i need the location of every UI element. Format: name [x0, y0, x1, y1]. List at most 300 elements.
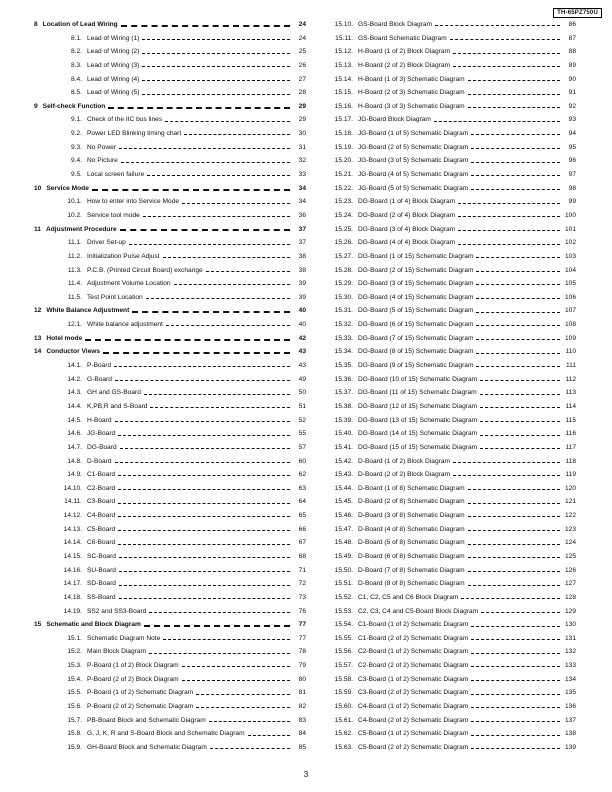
- toc-entry-page: 90: [568, 75, 576, 83]
- toc-entry-title: DG-Board (4 of 15) Schematic Diagram: [358, 293, 474, 301]
- toc-entry[interactable]: [16, 318, 306, 332]
- toc-entry[interactable]: [16, 700, 306, 714]
- toc-entry[interactable]: [319, 73, 576, 87]
- toc-section-heading[interactable]: [16, 618, 306, 632]
- dot-leader: [461, 598, 560, 599]
- toc-entry[interactable]: [319, 100, 576, 114]
- toc-entry-number: 14.2.: [67, 375, 82, 383]
- toc-entry[interactable]: [16, 73, 306, 87]
- toc-entry[interactable]: [16, 591, 306, 605]
- dot-leader: [118, 489, 290, 490]
- toc-entry-title: DG-Board (3 of 15) Schematic Diagram: [358, 280, 474, 288]
- toc-entry[interactable]: [16, 264, 306, 278]
- toc-entry-page: 115: [565, 416, 576, 424]
- toc-entry-title: Schematic and Block Diagram: [46, 621, 141, 629]
- dot-leader: [121, 162, 290, 163]
- toc-entry[interactable]: [16, 468, 306, 482]
- dot-leader: [118, 475, 290, 476]
- toc-entry-number: 15.37.: [334, 389, 353, 397]
- toc-entry[interactable]: [319, 577, 576, 591]
- toc-entry[interactable]: [16, 509, 306, 523]
- dot-leader: [196, 694, 290, 695]
- toc-entry[interactable]: [16, 291, 306, 305]
- toc-entry-title: DG-Board (1 of 4) Block Diagram: [358, 198, 456, 206]
- toc-entry-title: C1-Board (2 of 2) Schematic Diagram: [358, 634, 469, 642]
- toc-entry-page: 113: [565, 389, 576, 397]
- toc-entry-number: 15.23.: [334, 198, 353, 206]
- toc-entry[interactable]: [16, 414, 306, 428]
- toc-entry-title: Lead of Wiring (4): [87, 75, 140, 83]
- toc-entry-page: 136: [564, 703, 576, 711]
- toc-entry-page: 110: [565, 348, 576, 356]
- toc-entry-page: 104: [564, 266, 576, 274]
- toc-entry-page: 40: [298, 307, 306, 315]
- toc-entry-title: P-Board (2 of 2) Block Diagram: [87, 675, 179, 683]
- toc-entry-number: 15.10.: [334, 21, 353, 28]
- toc-entry-title: Hotel mode: [46, 334, 83, 342]
- toc-entry[interactable]: [16, 455, 306, 469]
- toc-entry[interactable]: [319, 605, 576, 619]
- toc-entry-page: 132: [564, 648, 576, 656]
- toc-entry-number: 13: [34, 334, 42, 342]
- dot-leader: [480, 407, 560, 408]
- toc-entry-title: PB-Board Block and Schematic Diagram: [87, 716, 206, 724]
- toc-entry[interactable]: [16, 495, 306, 509]
- toc-entry-number: 15.44.: [334, 484, 353, 492]
- toc-entry-number: 15.11.: [335, 34, 353, 42]
- toc-entry[interactable]: [319, 400, 576, 414]
- dot-leader: [119, 571, 290, 572]
- toc-entry-number: 12: [34, 307, 42, 315]
- toc-entry-number: 14.8.: [67, 457, 82, 465]
- toc-entry-number: 8.3.: [71, 61, 82, 69]
- dot-leader: [476, 284, 560, 285]
- toc-entry-number: 15.26.: [334, 239, 353, 247]
- toc-entry-page: 27: [298, 75, 306, 83]
- dot-leader: [166, 325, 290, 326]
- toc-entry[interactable]: [319, 673, 576, 687]
- dot-leader: [468, 94, 560, 95]
- toc-entry[interactable]: [319, 700, 576, 714]
- toc-entry[interactable]: [319, 455, 576, 469]
- dot-leader: [480, 380, 560, 381]
- toc-entry-page: 80: [298, 675, 306, 683]
- toc-entry[interactable]: [319, 182, 576, 196]
- toc-entry[interactable]: [16, 645, 306, 659]
- toc-section-heading[interactable]: [16, 18, 306, 32]
- toc-entry-title: C4-Board: [87, 512, 116, 520]
- dot-leader: [471, 666, 560, 667]
- toc-entry-number: 11.3.: [67, 266, 82, 274]
- toc-entry[interactable]: [319, 645, 576, 659]
- toc-entry[interactable]: [319, 427, 576, 441]
- toc-entry[interactable]: [16, 195, 306, 209]
- toc-entry-number: 15.34.: [334, 348, 353, 356]
- toc-entry-title: D-Board (4 of 8) Schematic Diagram: [358, 525, 465, 533]
- toc-entry[interactable]: [16, 673, 306, 687]
- toc-entry-title: DG-Board (4 of 4) Block Diagram: [358, 239, 456, 247]
- toc-entry-title: C2-Board (1 of 2) Schematic Diagram: [358, 648, 469, 656]
- toc-entry[interactable]: [16, 536, 306, 550]
- toc-entry-page: 43: [298, 362, 306, 370]
- dot-leader: [468, 503, 560, 504]
- toc-entry-number: 15.13.: [334, 61, 353, 69]
- dot-leader: [144, 394, 290, 395]
- toc-entry[interactable]: [319, 32, 576, 46]
- toc-entry-title: C5-Board (2 of 2) Schematic Diagram: [358, 743, 469, 751]
- toc-entry-page: 124: [564, 539, 576, 547]
- toc-entry[interactable]: [319, 414, 576, 428]
- toc-entry-page: 42: [298, 334, 306, 342]
- toc-entry-title: Location of Lead Wiring: [42, 21, 118, 28]
- toc-entry[interactable]: [319, 550, 576, 564]
- toc-entry-page: 126: [564, 566, 576, 574]
- toc-entry-page: 98: [568, 184, 576, 192]
- toc-entry-number: 15.55.: [334, 634, 353, 642]
- toc-entry-number: 14.4.: [67, 402, 82, 410]
- toc-entry-title: C3-Board (1 of 2) Schematic Diagram: [358, 675, 469, 683]
- toc-entry-number: 15.56.: [334, 648, 353, 656]
- toc-entry-title: H-Board (3 of 3) Schematic Diagram: [358, 102, 465, 110]
- toc-entry[interactable]: [319, 523, 576, 537]
- dot-leader: [471, 680, 560, 681]
- toc-section-heading[interactable]: [16, 100, 306, 114]
- toc-entry[interactable]: [319, 714, 576, 728]
- toc-entry[interactable]: [319, 86, 576, 100]
- toc-entry[interactable]: [319, 741, 576, 755]
- toc-entry[interactable]: [16, 113, 306, 127]
- toc-entry[interactable]: [16, 577, 306, 591]
- toc-entry[interactable]: [16, 32, 306, 46]
- toc-entry-title: SD-Board: [87, 580, 116, 588]
- toc-entry-title: SU-Board: [87, 566, 116, 574]
- toc-entry[interactable]: [16, 277, 306, 291]
- toc-entry-number: 15.40.: [334, 430, 353, 438]
- toc-entry-title: Adjustment Volume Location: [87, 280, 171, 288]
- toc-entry[interactable]: [16, 659, 306, 673]
- toc-entry-title: G, J, K, R and S-Board Block and Schematic Diagram: [87, 730, 245, 738]
- toc-entry-page: 63: [298, 484, 306, 492]
- toc-entry-title: D-Board (3 of 8) Schematic Diagram: [358, 512, 465, 520]
- toc-entry[interactable]: [16, 427, 306, 441]
- toc-entry[interactable]: [16, 154, 306, 168]
- toc-entry-page: 77: [298, 621, 306, 629]
- toc-entry[interactable]: [319, 195, 576, 209]
- toc-entry-number: 8: [34, 21, 38, 28]
- toc-entry-page: 107: [564, 307, 576, 315]
- toc-entry-title: Lead of Wiring (3): [87, 61, 140, 69]
- toc-entry-title: G-Board: [87, 375, 112, 383]
- toc-section-heading[interactable]: [16, 332, 306, 346]
- toc-entry[interactable]: [319, 441, 576, 455]
- toc-entry[interactable]: [319, 168, 576, 182]
- toc-entry-title: DG-Board (15 of 15) Schematic Diagram: [358, 443, 478, 451]
- toc-entry-number: 15.25.: [334, 225, 353, 233]
- toc-entry-page: 62: [298, 471, 306, 479]
- toc-entry-title: Driver Set-up: [87, 239, 126, 247]
- toc-entry-title: C2-Board (2 of 2) Schematic Diagram: [358, 662, 469, 670]
- toc-entry-title: DG-Board (13 of 15) Schematic Diagram: [358, 416, 478, 424]
- toc-entry-page: 106: [564, 293, 576, 301]
- dot-leader: [142, 94, 290, 95]
- dot-leader: [149, 612, 290, 613]
- toc-entry-title: D-Board (7 of 8) Schematic Diagram: [358, 566, 465, 574]
- toc-entry-title: C5-Board (1 of 2) Schematic Diagram: [358, 730, 469, 738]
- dot-leader: [150, 407, 290, 408]
- dot-leader: [471, 175, 560, 176]
- toc-section-heading[interactable]: [16, 223, 306, 237]
- toc-entry-page: 57: [298, 443, 306, 451]
- toc-entry[interactable]: [319, 264, 576, 278]
- toc-entry[interactable]: [16, 686, 306, 700]
- toc-entry-title: DG-Board (10 of 15) Schematic Diagram: [358, 375, 478, 383]
- toc-entry[interactable]: [16, 741, 306, 755]
- toc-entry-number: 15.4.: [67, 675, 82, 683]
- toc-entry[interactable]: [319, 495, 576, 509]
- toc-entry-number: 15.52.: [334, 593, 353, 601]
- toc-entry-page: 39: [298, 280, 306, 288]
- dot-leader: [115, 462, 290, 463]
- toc-entry[interactable]: [319, 291, 576, 305]
- toc-entry-number: 8.1.: [71, 34, 82, 42]
- toc-entry-title: DG-Board (5 of 15) Schematic Diagram: [358, 307, 474, 315]
- toc-entry-page: 131: [564, 634, 576, 642]
- toc-entry[interactable]: [16, 359, 306, 373]
- toc-entry[interactable]: [319, 236, 576, 250]
- toc-entry-title: JG-Board (2 of 5) Schematic Diagram: [358, 143, 469, 151]
- toc-entry-title: H-Board: [87, 416, 112, 424]
- dot-leader: [210, 748, 290, 749]
- toc-entry-title: C5-Board: [87, 525, 116, 533]
- toc-entry-title: H-Board (2 of 3) Schematic Diagram: [358, 89, 465, 97]
- toc-entry-number: 14.13.: [63, 525, 82, 533]
- toc-entry-number: 15.7.: [67, 716, 82, 724]
- toc-entry-title: No Picture: [87, 157, 118, 165]
- toc-entry[interactable]: [319, 482, 576, 496]
- dot-leader: [476, 312, 560, 313]
- dot-leader: [144, 625, 290, 627]
- toc-entry[interactable]: [16, 400, 306, 414]
- toc-section-heading[interactable]: [16, 345, 306, 359]
- toc-entry-title: DG-Board (2 of 4) Block Diagram: [358, 211, 456, 219]
- toc-entry-page: 81: [298, 689, 306, 697]
- toc-entry-page: 91: [568, 89, 576, 97]
- toc-entry-number: 15: [34, 621, 42, 629]
- toc-entry[interactable]: [319, 591, 576, 605]
- toc-entry-number: 14.6.: [67, 430, 82, 438]
- toc-entry-number: 14.3.: [67, 389, 82, 397]
- toc-section-heading[interactable]: [16, 304, 306, 318]
- toc-entry-page: 40: [298, 321, 306, 329]
- toc-entry[interactable]: [16, 141, 306, 155]
- toc-section-heading[interactable]: [16, 182, 306, 196]
- dot-leader: [85, 339, 290, 341]
- toc-entry-number: 15.60.: [334, 703, 353, 711]
- toc-entry-number: 11: [34, 225, 41, 233]
- dot-leader: [468, 530, 560, 531]
- toc-entry-page: 84: [298, 730, 306, 738]
- toc-entry-page: 120: [564, 484, 576, 492]
- toc-entry[interactable]: [16, 564, 306, 578]
- toc-entry-number: 9.2.: [71, 130, 82, 138]
- dot-leader: [458, 244, 560, 245]
- toc-entry-number: 15.61.: [334, 716, 353, 724]
- toc-entry-number: 15.1.: [67, 634, 82, 642]
- toc-entry[interactable]: [319, 359, 576, 373]
- toc-entry[interactable]: [319, 632, 576, 646]
- toc-entry[interactable]: [319, 659, 576, 673]
- dot-leader: [165, 121, 290, 122]
- toc-entry[interactable]: [16, 236, 306, 250]
- toc-entry[interactable]: [319, 509, 576, 523]
- toc-entry-title: Power LED Blinking timing chart: [87, 130, 182, 138]
- toc-entry[interactable]: [319, 318, 576, 332]
- dot-leader: [476, 366, 560, 367]
- dot-leader: [476, 298, 560, 299]
- toc-entry[interactable]: [16, 523, 306, 537]
- toc-entry-title: DG-Board (14 of 15) Schematic Diagram: [358, 430, 478, 438]
- toc-entry-title: H-Board (1 of 3) Schematic Diagram: [358, 75, 465, 83]
- dot-leader: [248, 735, 290, 736]
- model-number-label: TH-65PZ750U: [553, 8, 602, 18]
- toc-entry[interactable]: [319, 686, 576, 700]
- toc-entry[interactable]: [16, 373, 306, 387]
- toc-entry-page: 55: [298, 430, 306, 438]
- toc-entry[interactable]: [16, 441, 306, 455]
- dot-leader: [120, 448, 290, 449]
- toc-entry[interactable]: [319, 536, 576, 550]
- toc-entry[interactable]: [319, 18, 576, 32]
- dot-leader: [434, 121, 560, 122]
- toc-entry-number: 15.16.: [334, 102, 353, 110]
- toc-entry[interactable]: [319, 277, 576, 291]
- toc-entry-number: 15.46.: [334, 512, 353, 520]
- toc-entry-number: 15.28.: [334, 266, 353, 274]
- toc-entry-title: DG-Board (3 of 4) Block Diagram: [358, 225, 456, 233]
- toc-entry-title: DG-Board (6 of 15) Schematic Diagram: [358, 321, 474, 329]
- toc-entry[interactable]: [319, 345, 576, 359]
- toc-entry-number: 15.57.: [334, 662, 353, 670]
- toc-entry[interactable]: [16, 550, 306, 564]
- toc-entry-number: 15.42.: [334, 457, 353, 465]
- dot-leader: [118, 530, 290, 531]
- dot-leader: [471, 653, 560, 654]
- toc-entry-title: D-Board: [87, 457, 112, 465]
- dot-leader: [453, 475, 560, 476]
- toc-entry[interactable]: [16, 632, 306, 646]
- toc-entry-page: 29: [298, 116, 306, 124]
- toc-entry[interactable]: [319, 727, 576, 741]
- toc-entry-title: JG-Board (4 of 5) Schematic Diagram: [358, 171, 469, 179]
- dot-leader: [92, 189, 290, 191]
- toc-entry[interactable]: [319, 141, 576, 155]
- toc-entry-title: H-Board (1 of 2) Block Diagram: [358, 48, 450, 56]
- toc-entry[interactable]: [319, 223, 576, 237]
- toc-entry[interactable]: [319, 127, 576, 141]
- toc-entry-page: 67: [298, 539, 306, 547]
- toc-entry[interactable]: [319, 564, 576, 578]
- toc-entry-title: Service tool mode: [87, 211, 140, 219]
- toc-entry-page: 34: [298, 198, 306, 206]
- toc-entry-title: SC-Board: [87, 552, 116, 560]
- toc-entry-page: 112: [565, 375, 576, 383]
- toc-entry[interactable]: [16, 386, 306, 400]
- toc-entry-page: 105: [564, 280, 576, 288]
- dot-leader: [118, 516, 290, 517]
- toc-entry[interactable]: [319, 304, 576, 318]
- toc-entry[interactable]: [319, 386, 576, 400]
- toc-entry-page: 114: [565, 402, 576, 410]
- toc-entry[interactable]: [319, 618, 576, 632]
- toc-entry-number: 15.48.: [334, 539, 353, 547]
- toc-entry[interactable]: [319, 59, 576, 73]
- toc-entry[interactable]: [319, 154, 576, 168]
- toc-entry[interactable]: [16, 209, 306, 223]
- toc-entry[interactable]: [16, 727, 306, 741]
- toc-entry-page: 134: [564, 675, 576, 683]
- toc-entry[interactable]: [16, 605, 306, 619]
- toc-entry-number: 15.17.: [334, 116, 353, 124]
- toc-entry-number: 11.1.: [67, 239, 82, 247]
- toc-entry[interactable]: [16, 168, 306, 182]
- dot-leader: [476, 353, 560, 354]
- toc-entry-title: D-Board (1 of 2) Block Diagram: [358, 457, 450, 465]
- toc-column-right: [319, 18, 576, 755]
- toc-entry-title: D-Board (2 of 8) Schematic Diagram: [358, 498, 465, 506]
- toc-entry[interactable]: [16, 714, 306, 728]
- toc-entry[interactable]: [319, 209, 576, 223]
- toc-entry[interactable]: [16, 482, 306, 496]
- toc-entry-title: C2, C3, C4 and C5-Board Block Diagram: [358, 607, 479, 615]
- toc-entry-number: 15.36.: [334, 375, 353, 383]
- toc-entry[interactable]: [16, 86, 306, 100]
- dot-leader: [458, 203, 560, 204]
- toc-entry[interactable]: [319, 373, 576, 387]
- toc-entry[interactable]: [16, 45, 306, 59]
- toc-entry-number: 15.58.: [334, 675, 353, 683]
- toc-entry[interactable]: [16, 59, 306, 73]
- toc-entry-number: 9.3.: [71, 143, 82, 151]
- toc-entry[interactable]: [319, 45, 576, 59]
- toc-entry-number: 15.24.: [334, 211, 353, 219]
- toc-entry-number: 14.19.: [63, 607, 82, 615]
- dot-leader: [468, 571, 560, 572]
- toc-entry-page: 77: [298, 634, 306, 642]
- toc-entry-page: 89: [568, 61, 576, 69]
- toc-entry[interactable]: [16, 127, 306, 141]
- dot-leader: [468, 80, 560, 81]
- toc-entry-page: 38: [298, 266, 306, 274]
- toc-entry-number: 8.2.: [71, 48, 82, 56]
- toc-entry[interactable]: [319, 250, 576, 264]
- toc-entry[interactable]: [319, 113, 576, 127]
- toc-entry-number: 15.5.: [67, 689, 82, 697]
- toc-entry-page: 34: [298, 184, 306, 192]
- toc-entry-number: 15.2.: [67, 648, 82, 656]
- toc-entry-page: 116: [565, 430, 576, 438]
- toc-entry[interactable]: [319, 468, 576, 482]
- toc-entry[interactable]: [16, 250, 306, 264]
- toc-entry-page: 133: [564, 662, 576, 670]
- toc-entry-title: C1, C2, C5 and C6 Block Diagram: [358, 593, 459, 601]
- toc-entry[interactable]: [319, 332, 576, 346]
- toc-entry-page: 29: [298, 102, 306, 110]
- toc-entry-page: 31: [298, 143, 306, 151]
- toc-entry-title: DG-Board (11 of 15) Schematic Diagram: [358, 389, 477, 397]
- toc-entry-title: GS-Board Block Diagram: [358, 21, 433, 28]
- dot-leader: [149, 653, 290, 654]
- toc-entry-title: DG-Board (2 of 15) Schematic Diagram: [358, 266, 474, 274]
